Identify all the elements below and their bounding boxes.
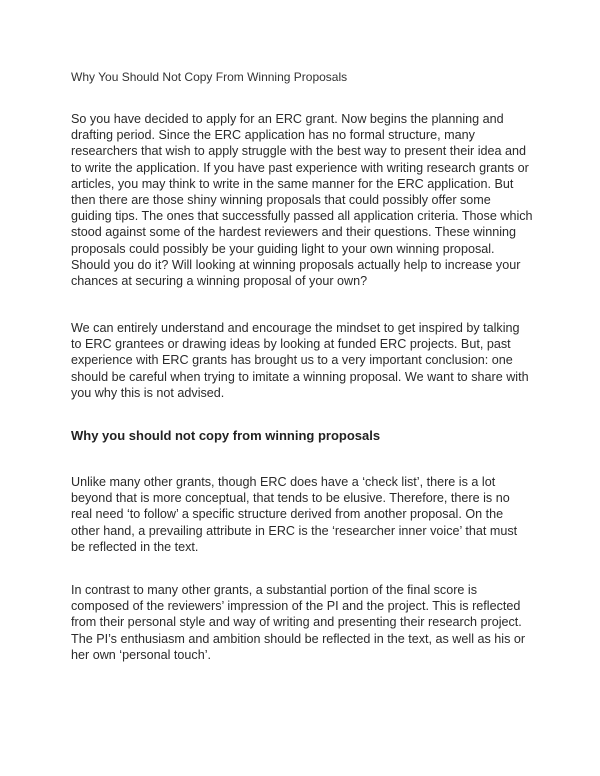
intro-paragraph-1: So you have decided to apply for an ERC grant. Now begins the planning and drafting period. Since the ERC application has no formal structure, many researchers that wish to apply struggle with the best way to present their idea and to write the application. If you have past experience with writing research grants or articles, you may think to write in the same manner for the ERC application. But then there are those shiny winning proposals that could possibly offer some guiding tips. The ones that successfully passed all application criteria. Those which stood against some of the hardest reviewers and their questions. These winning proposals could possibly be your guiding light to your own winning proposal. Should you do it? Will looking at winning proposals actually help to increase your chances at securing a winning proposal of your own? (71, 112, 533, 289)
section-paragraph-1: Unlike many other grants, though ERC does have a ‘check list’, there is a lot beyond that is more conceptual, that tends to be elusive. Therefore, there is no real need ‘to follow’ a specific structure derived from another proposal. On the other hand, a prevailing attribute in ERC is the ‘researcher inner voice’ that must be reflected in the text. (71, 475, 518, 554)
document-title: Why You Should Not Copy From Winning Proposals (71, 70, 348, 84)
section-paragraph-2: In contrast to many other grants, a substantial portion of the final score is composed of the reviewers’ impression of the PI and the project. This is reflected from their personal style and way of writing and presenting their research project. The PI’s enthusiasm and ambition should be reflected in the text, as well as his or her own ‘personal touch’. (71, 583, 526, 662)
section-heading: Why you should not copy from winning proposals (71, 428, 381, 443)
intro-paragraph-2: We can entirely understand and encourage the mindset to get inspired by talking to ERC grantees or drawing ideas by looking at funded ERC projects. But, past experience with ERC grants has brought us to a very important conclusion: one should be careful when trying to imitate a winning proposal. We want to share with you why this is not advised. (71, 321, 529, 400)
